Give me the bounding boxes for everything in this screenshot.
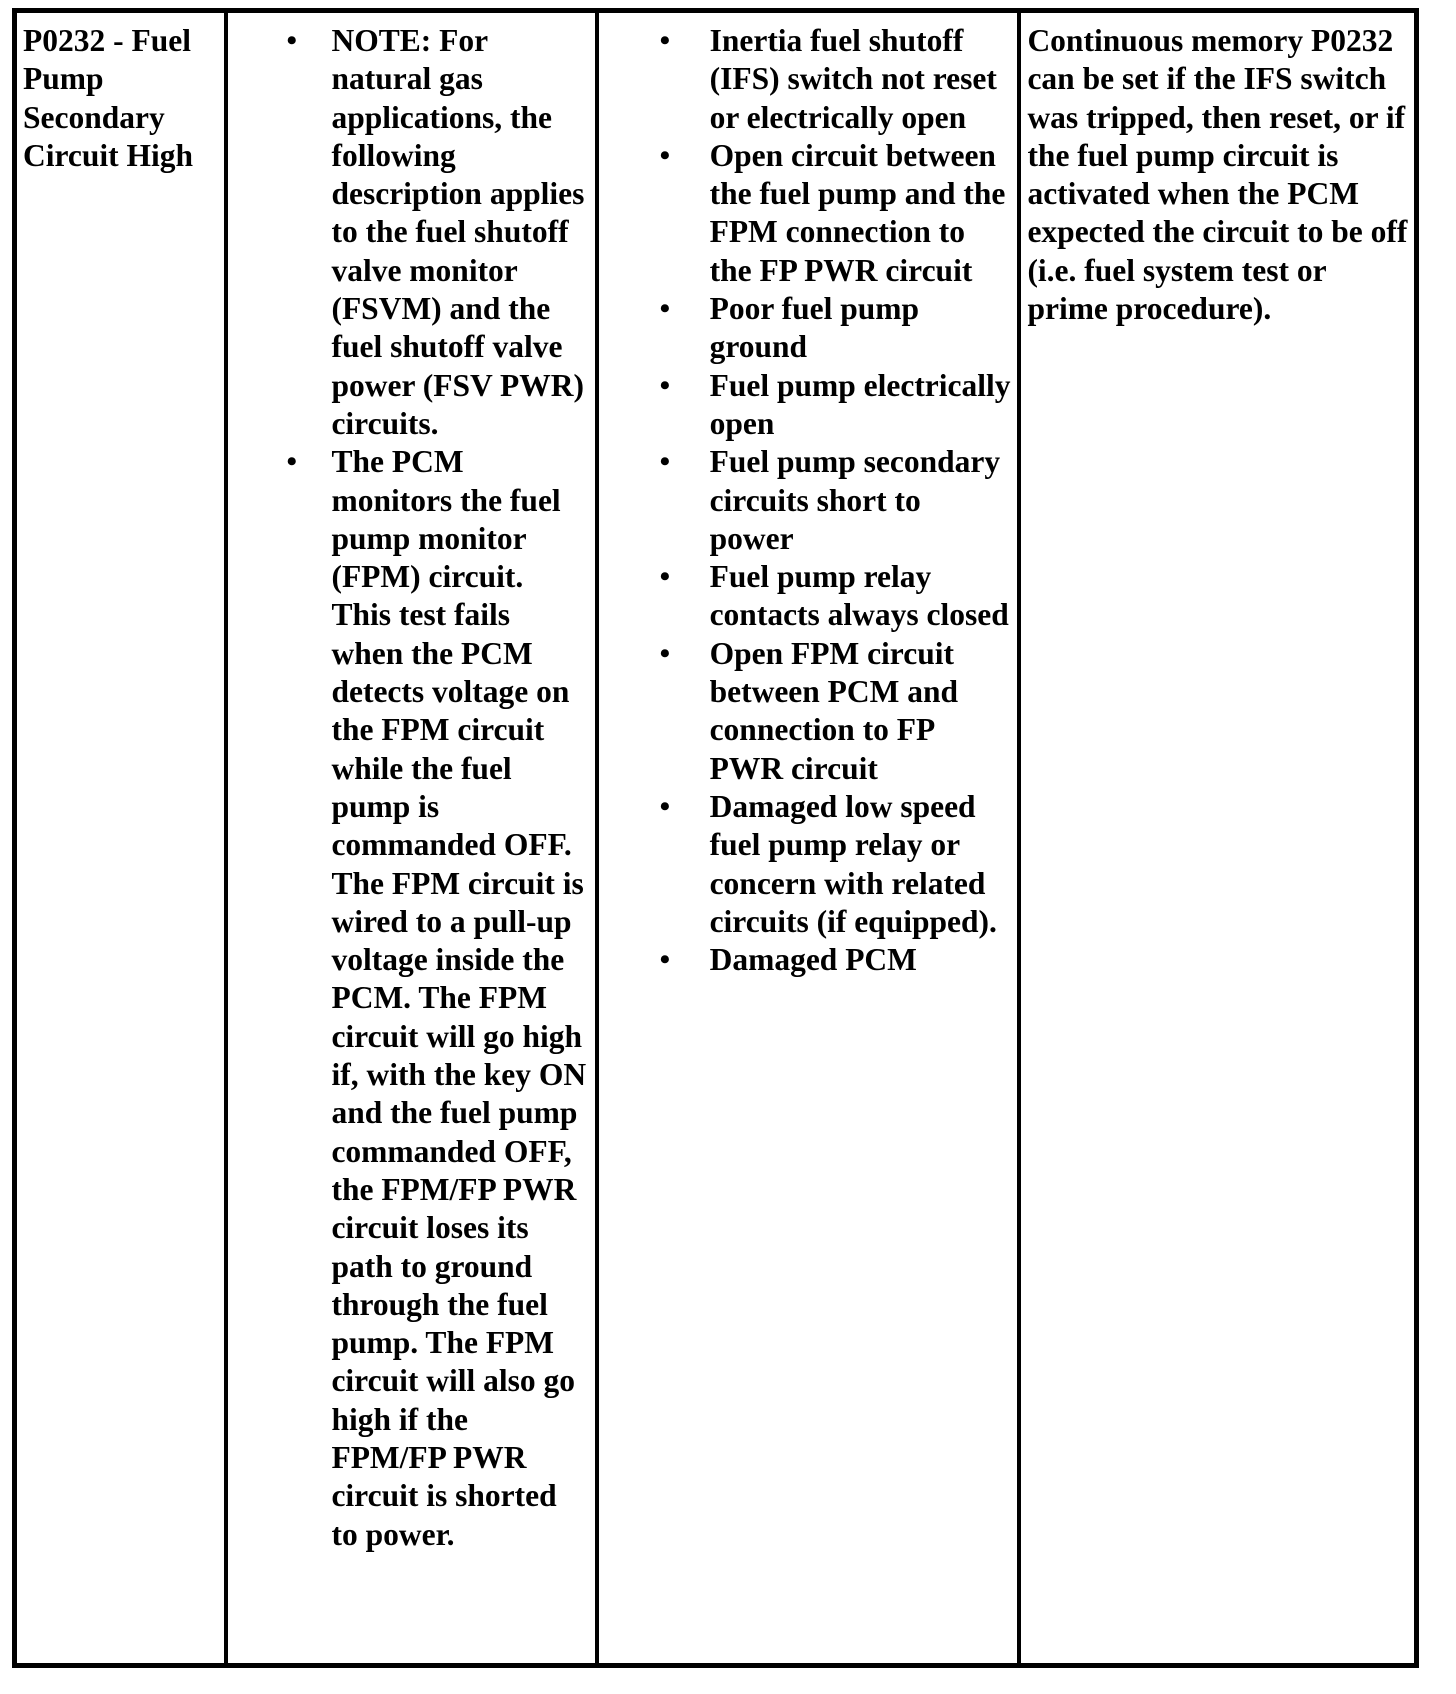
bullet-icon: •: [659, 943, 671, 977]
bullet-icon: •: [659, 368, 671, 402]
bullet-icon: •: [286, 24, 297, 57]
list-item: [605, 788, 1012, 941]
bullet-icon: •: [286, 445, 297, 479]
list-item: [605, 635, 1012, 788]
dtc-table: [12, 8, 1419, 1668]
bullet-icon: •: [659, 445, 671, 479]
possible-causes-list: [605, 22, 1012, 979]
cause-item-text: Inertia fuel shutoff (IFS) switch not reset or electrically open: [709, 23, 997, 135]
cause-item-text: Open FPM circuit between PCM and connection to FP PWR circuit: [709, 635, 959, 786]
cause-item-text: Fuel pump secondary circuits short to power: [709, 444, 1001, 556]
list-item: [605, 137, 1012, 290]
table-row: [15, 11, 1417, 1666]
list-item: [605, 290, 1012, 367]
bullet-icon: •: [659, 138, 671, 172]
cause-item-text: Damaged PCM: [709, 942, 917, 978]
bullet-icon: •: [659, 789, 671, 823]
cause-item-text: Poor fuel pump ground: [709, 291, 920, 365]
list-item: [605, 443, 1012, 558]
list-item: [605, 941, 1012, 979]
cause-item-text: Open circuit between the fuel pump and the FPM connection to the FP PWR circuit: [709, 137, 1006, 288]
cause-item-text: Fuel pump electrically open: [709, 367, 1011, 441]
list-item: [234, 443, 588, 1554]
dtc-code-cell: [15, 11, 227, 1666]
list-item: [605, 367, 1012, 444]
bullet-icon: •: [659, 636, 671, 670]
description-cell: [226, 11, 596, 1666]
possible-causes-cell: [597, 11, 1020, 1666]
description-item-text: The PCM monitors the fuel pump monitor (FPM) circuit. This test fails when the PCM detects voltage on the FPM circuit while the fuel pump is commanded OFF. The FPM circuit is wired to a pull-up voltage inside the PCM. The FPM circuit will go high if, with the key ON and the fuel pump commanded OFF, the FPM/FP PWR circuit loses its path to ground through the fuel pump. The FPM circuit will also go high if the FPM/FP PWR circuit is shorted to power.: [331, 444, 587, 1552]
description-list: [234, 22, 588, 1554]
diagnostic-aid-text: Continuous memory P0232 can be set if the IFS switch was tripped, then reset, or if the fuel pump circuit is activated when the PCM expected the circuit to be off (i.e. fuel system test or prime procedure).: [1027, 23, 1408, 327]
bullet-icon: •: [659, 560, 671, 594]
dtc-code-title: P0232 - Fuel Pump Secondary Circuit High: [23, 23, 194, 173]
list-item: [605, 22, 1012, 137]
list-item: [234, 22, 588, 443]
diagnostic-aid-cell: [1019, 11, 1416, 1666]
bullet-icon: •: [659, 292, 671, 326]
bullet-icon: •: [659, 24, 671, 57]
cause-item-text: Fuel pump relay contacts always closed: [709, 559, 1009, 633]
cause-item-text: Damaged low speed fuel pump relay or concern with related circuits (if equipped).: [709, 788, 997, 939]
list-item: [605, 558, 1012, 635]
description-item-text: NOTE: For natural gas applications, the following description applies to the fuel shutoff valve monitor (FSVM) and the fuel shutoff valve power (FSV PWR) circuits.: [331, 23, 585, 441]
